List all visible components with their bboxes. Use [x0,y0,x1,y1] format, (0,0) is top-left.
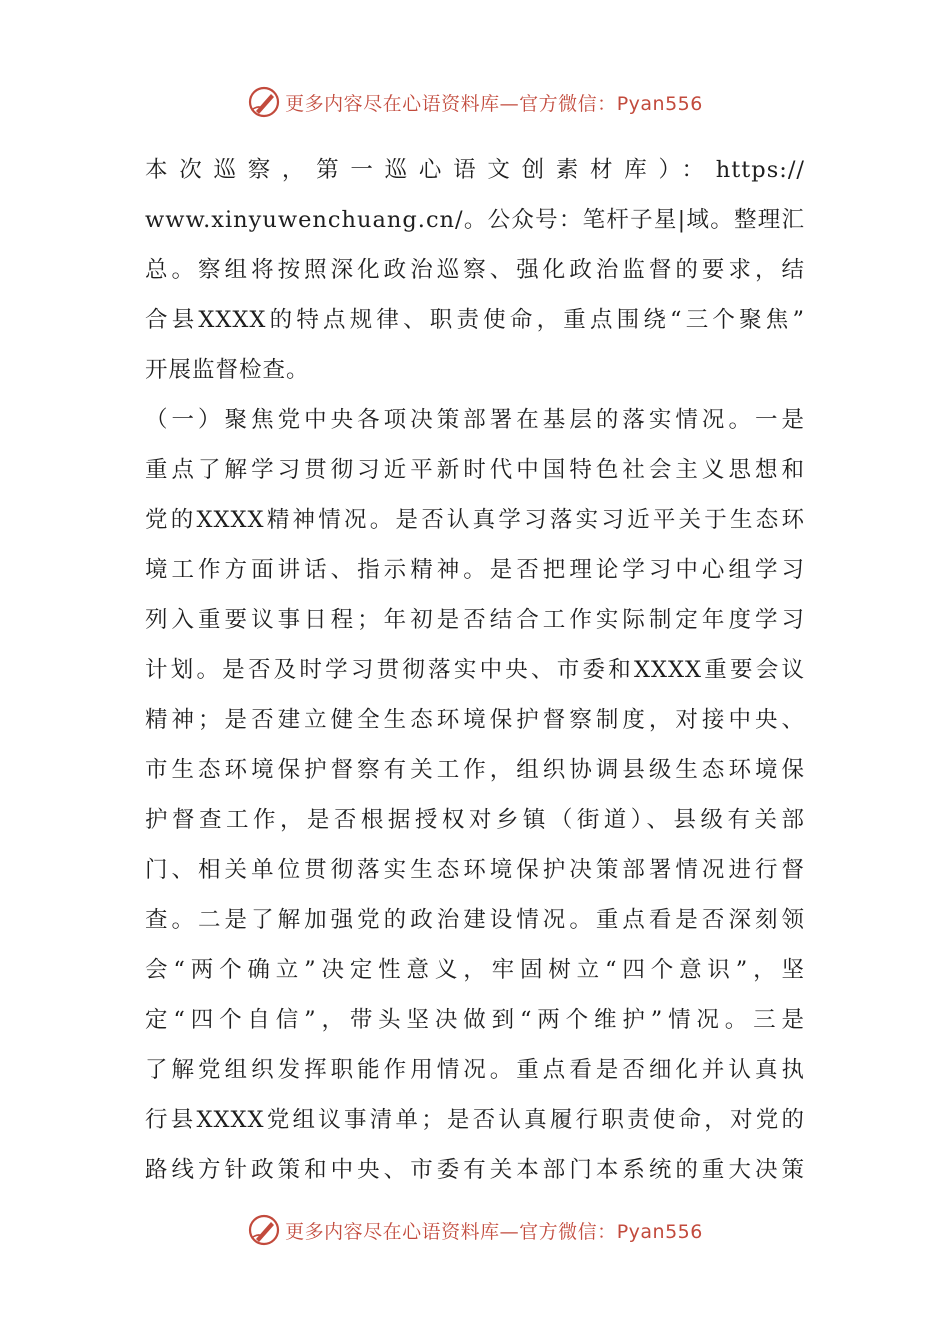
footer-banner-text [285,1217,703,1244]
header-wechat-id: Pyan556 [616,92,703,115]
body-line: 了解党组织发挥职能作用情况。重点看是否细化并认真执 [145,1057,805,1083]
body-line: www.xinyuwenchuang.cn/。公众号：笔杆子星|域。整理汇 [145,207,805,233]
body-line: 市生态环境保护督察有关工作，组织协调县级生态环境保 [145,757,805,783]
header-banner [0,82,950,122]
body-line: （一）聚焦党中央各项决策部署在基层的落实情况。一是 [145,407,805,433]
body-line: 精神；是否建立健全生态环境保护督察制度，对接中央、 [145,707,805,733]
body-line: 计划。是否及时学习贯彻落实中央、市委和XXXX重要会议 [145,657,805,683]
header-banner-title: 更多内容尽在心语资料库 [285,92,500,115]
body-line: 路线方针政策和中央、市委有关本部门本系统的重大决策 [145,1157,805,1183]
header-banner-text [285,89,703,116]
body-line: 定“四个自信”，带头坚决做到“两个维护”情况。三是 [145,1007,805,1033]
body-line: 列入重要议事日程；年初是否结合工作实际制定年度学习 [145,607,805,633]
footer-banner-dash: — [499,1220,520,1243]
footer-banner-title: 更多内容尽在心语资料库 [285,1220,500,1243]
pen-logo-icon [247,1213,281,1247]
body-line: 行县XXXX党组议事清单；是否认真履行职责使命，对党的 [145,1107,805,1133]
header-banner-suffix: 官方微信： [519,92,617,115]
body-line: 查。二是了解加强党的政治建设情况。重点看是否深刻领 [145,907,805,933]
body-line: 总。察组将按照深化政治巡察、强化政治监督的要求，结 [145,257,805,283]
body-line: 会“两个确立”决定性意义，牢固树立“四个意识”，坚 [145,957,805,983]
body-line: 本次巡察，第一巡心语文创素材库）：https:// [145,157,805,183]
body-line: 党的XXXX精神情况。是否认真学习落实习近平关于生态环 [145,507,805,533]
body-line: 合县XXXX的特点规律、职责使命，重点围绕“三个聚焦” [145,307,805,333]
body-line: 境工作方面讲话、指示精神。是否把理论学习中心组学习 [145,557,805,583]
body-line: 重点了解学习贯彻习近平新时代中国特色社会主义思想和 [145,457,805,483]
header-banner-dash: — [499,92,520,115]
footer-wechat-id: Pyan556 [616,1220,703,1243]
body-line: 护督查工作，是否根据授权对乡镇（街道）、县级有关部 [145,807,805,833]
body-line: 开展监督检查。 [145,357,310,383]
pen-logo-icon [247,85,281,119]
footer-banner [0,1210,950,1250]
document-body [145,145,805,1195]
body-line: 门、相关单位贯彻落实生态环境保护决策部署情况进行督 [145,857,805,883]
footer-banner-suffix: 官方微信： [519,1220,617,1243]
